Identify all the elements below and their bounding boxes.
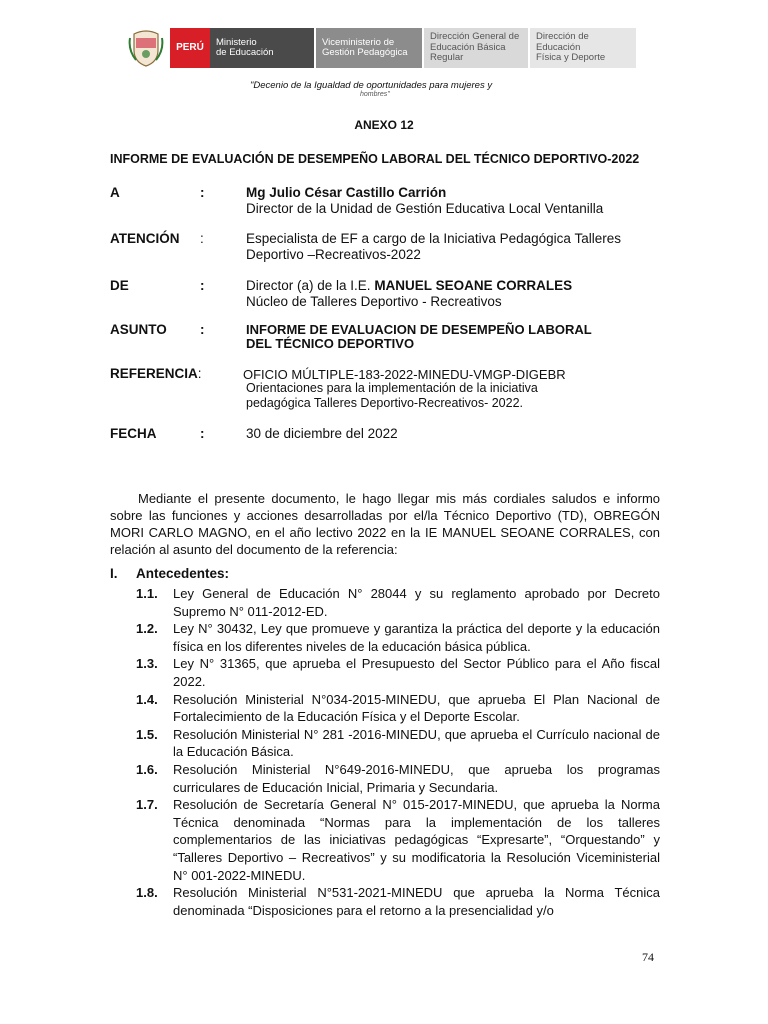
field-a-colon: : xyxy=(200,185,205,200)
dedf-label: Dirección de Educación Física y Deporte xyxy=(530,28,636,68)
document-title: INFORME DE EVALUACIÓN DE DESEMPEÑO LABORAL DEL TÉCNICO DEPORTIVO-2022 xyxy=(110,152,640,166)
list-item: 1.3. Ley N° 31365, que aprueba el Presupuesto del Sector Público para el Año fiscal 2022. xyxy=(136,656,660,689)
field-de-line1-pre: Director (a) de la I.E. xyxy=(246,278,371,293)
list-item: 1.2. Ley N° 30432, Ley que promueve y garantiza la práctica del deporte y la educación física en los diferentes niveles de la educación básica pública. xyxy=(136,621,660,654)
field-a-name: Mg Julio César Castillo Carrión xyxy=(246,185,447,200)
field-fecha-colon: : xyxy=(200,426,205,441)
field-a-line2: Director de la Unidad de Gestión Educativa Local Ventanilla xyxy=(246,201,604,216)
field-atencion-line1: Especialista de EF a cargo de la Iniciativa Pedagógica Talleres xyxy=(246,231,621,246)
field-referencia-line1: OFICIO MÚLTIPLE-183-2022-MINEDU-VMGP-DIGEBR xyxy=(243,367,566,382)
field-de-line2: Núcleo de Talleres Deportivo - Recreativos xyxy=(246,294,502,309)
dgebr-label: Dirección General de Educación Básica Regular xyxy=(424,28,528,68)
antecedentes-list xyxy=(136,585,660,919)
field-atencion-line2: Deportivo –Recreativos-2022 xyxy=(246,247,421,262)
field-de-label: DE xyxy=(110,278,129,293)
coat-of-arms-icon xyxy=(128,28,164,68)
field-atencion-label: ATENCIÓN xyxy=(110,231,180,246)
list-item: 1.4. Resolución Ministerial N°034-2015-MINEDU, que aprueba El Plan Nacional de Fortalecimiento de la Educación Física y el Deporte Escolar. xyxy=(136,691,660,725)
field-referencia-line3: pedagógica Talleres Deportivo-Recreativos- 2022. xyxy=(246,396,524,410)
field-asunto-label: ASUNTO xyxy=(110,322,167,337)
section-title: Antecedentes: xyxy=(136,566,230,581)
field-de-line1 xyxy=(246,278,572,294)
field-a-label: A xyxy=(110,185,120,200)
field-de-colon: : xyxy=(200,278,205,293)
peru-label: PERÚ xyxy=(170,28,210,68)
header-banner xyxy=(128,28,636,68)
field-fecha-value: 30 de diciembre del 2022 xyxy=(246,426,398,441)
field-atencion-colon: : xyxy=(200,231,204,246)
list-item: 1.1. Ley General de Educación N° 28044 y su reglamento aprobado por Decreto Supremo N° 011-2012-ED. xyxy=(136,586,660,619)
field-asunto-colon: : xyxy=(200,322,205,337)
anexo-title: ANEXO 12 xyxy=(354,118,414,132)
field-asunto-line1: INFORME DE EVALUACION DE DESEMPEÑO LABORAL xyxy=(246,322,592,337)
field-referencia-label: REFERENCIA: xyxy=(110,366,202,381)
list-item: 1.8. Resolución Ministerial N°531-2021-MINEDU que aprueba la Norma Técnica denominada “Disposiciones para el retorno a la presencialidad y/o xyxy=(136,885,660,918)
intro-paragraph: Mediante el presente documento, le hago llegar mis más cordiales saludos e informo sobre las funciones y acciones desarrolladas por el/la Técnico Deportivo (TD), OBREGÓN MORI CARLO MAGNO, en el año lectivo 2022 en la IE MANUEL SEOANE CORRALES, con relación al asunto del documento de la referencia: xyxy=(110,491,660,557)
viceministerio-label: Viceministerio de Gestión Pedagógica xyxy=(316,28,422,68)
field-asunto-line2: DEL TÉCNICO DEPORTIVO xyxy=(246,336,415,351)
field-referencia-line2: Orientaciones para la implementación de la iniciativa xyxy=(246,381,538,395)
section-heading xyxy=(110,566,229,581)
list-item: 1.5. Resolución Ministerial N° 281 -2016-MINEDU, que aprueba el Currículo nacional de la Educación Básica. xyxy=(136,726,660,760)
field-fecha-label: FECHA xyxy=(110,426,157,441)
decenio-motto-cont: hombres" xyxy=(360,91,390,98)
decenio-motto: "Decenio de la Igualdad de oportunidades para mujeres y xyxy=(250,80,493,91)
section-number: I. xyxy=(110,566,118,581)
list-item: 1.7. Resolución de Secretaría General N° 015-2017-MINEDU, que aprueba la Norma Técnica denominada “Normas para la implementación de los talleres complementarios de las iniciativas pedagógicas “Expresarte”, “Orquestando” y “Talleres Deportivo – Recreativos” y su modificatoria la Resolución Viceministerial N° 001-2022-MINEDU. xyxy=(136,797,660,883)
list-item: 1.6. Resolución Ministerial N°649-2016-MINEDU, que aprueba los programas curriculares de Educación Inicial, Primaria y Secundaria. xyxy=(136,761,660,795)
ministerio-label: Ministerio de Educación xyxy=(210,28,314,68)
field-de-school: MANUEL SEOANE CORRALES xyxy=(374,278,573,293)
page-number: 74 xyxy=(642,950,654,964)
